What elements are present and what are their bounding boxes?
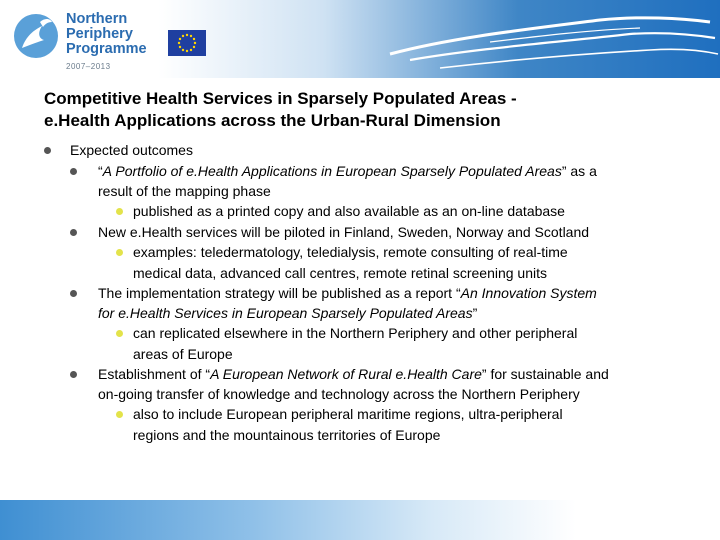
list-item (44, 283, 694, 324)
sub-item-text: can replicated elsewhere in the Northern Periphery and other peripheral (133, 325, 578, 341)
logo-line-3: Programme (66, 41, 147, 57)
decorative-brush-strokes (370, 8, 720, 74)
bullet-icon (70, 168, 77, 175)
list-item (44, 323, 694, 364)
item-emphasis: A Portfolio of e.Health Applications in European Sparsely Populated Areas (102, 162, 562, 179)
item-continuation: result of the mapping phase (98, 183, 271, 199)
sub-bullet-icon (116, 208, 123, 215)
item-text: New e.Health services will be piloted in Finland, Sweden, Norway and Scotland (98, 223, 590, 240)
sub-item-continuation: areas of Europe (133, 345, 233, 362)
item-continuation: on-going transfer of knowledge and technology across the Northern Periphery (98, 386, 580, 402)
main-bullet-text: Expected outcomes (70, 142, 193, 158)
item-emphasis: A European Network of Rural e.Health Care (210, 365, 482, 382)
bullet-icon (70, 229, 77, 236)
list-item (44, 364, 694, 405)
sub-item-text: also to include European peripheral maritime regions, ultra-peripheral (133, 406, 563, 422)
item-text: ” as a (561, 162, 597, 179)
logo-line-1: Northern (66, 11, 128, 27)
list-item (44, 242, 694, 283)
sub-item-text: published as a printed copy and also available as an on-line database (133, 203, 565, 219)
title-line-1: Competitive Health Services in Sparsely Populated Areas - (44, 89, 517, 108)
list-item (44, 140, 694, 161)
item-text: “ (98, 162, 103, 179)
list-item (44, 404, 694, 445)
list-item (44, 201, 694, 222)
programme-bird-logo-icon (12, 10, 62, 60)
bullet-icon (70, 371, 77, 378)
header-banner (0, 0, 720, 78)
item-text: ” (472, 305, 478, 321)
sub-bullet-icon (116, 249, 123, 256)
item-emphasis: An Innovation System (460, 284, 597, 301)
programme-logo-text (66, 12, 147, 57)
slide-title (44, 88, 694, 132)
item-text: ” for sustainable and (481, 365, 609, 382)
logo-line-2: Periphery (66, 26, 133, 42)
sub-item-continuation: medical data, advanced call centres, remote retinal screening units (133, 264, 547, 281)
footer-gradient-bar (0, 500, 720, 540)
logo-years: 2007–2013 (66, 62, 111, 71)
eu-flag-icon (168, 30, 206, 56)
bullet-list (44, 140, 694, 445)
bullet-icon (70, 290, 77, 297)
sub-bullet-icon (116, 330, 123, 337)
sub-item-continuation: regions and the mountainous territories of Europe (133, 426, 441, 443)
item-text: The implementation strategy will be published as a report “ (98, 284, 461, 301)
item-text: Establishment of “ (98, 365, 211, 382)
item-emphasis-continuation: for e.Health Services in European Sparsely Populated Areas (98, 305, 473, 321)
sub-item-text: examples: teledermatology, teledialysis, remote consulting of real-time (133, 244, 568, 260)
title-line-2: e.Health Applications across the Urban-Rural Dimension (44, 111, 501, 130)
list-item (44, 161, 694, 202)
list-item (44, 222, 694, 243)
bullet-icon (44, 147, 51, 154)
sub-bullet-icon (116, 411, 123, 418)
